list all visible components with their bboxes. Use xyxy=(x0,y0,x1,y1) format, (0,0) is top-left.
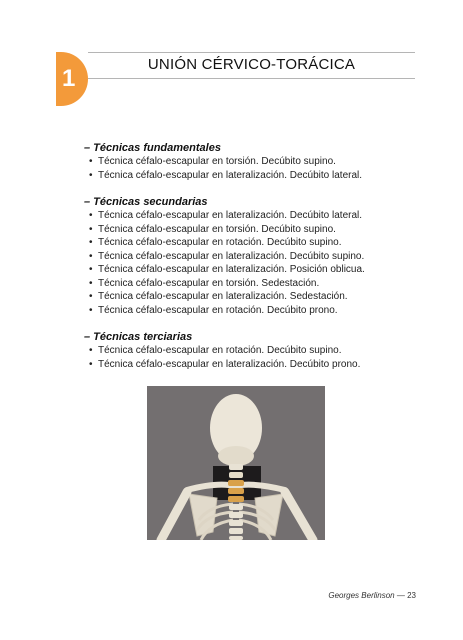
list-item-text: Técnica céfalo-escapular en rotación. Decúbito prono. xyxy=(98,304,338,316)
list-item-text: Técnica céfalo-escapular en rotación. Decúbito supino. xyxy=(98,345,342,356)
list-item-text: Técnica céfalo-escapular en torsión. Decúbito supino. xyxy=(98,156,336,167)
footer-separator: — xyxy=(394,591,408,600)
technique-section xyxy=(84,141,424,182)
footer-author: Georges Berlinson xyxy=(328,591,395,600)
technique-items xyxy=(84,209,424,317)
bullet-icon: • xyxy=(89,291,93,302)
list-item xyxy=(84,358,424,372)
list-item xyxy=(84,236,424,250)
list-item-text: Técnica céfalo-escapular en torsión. Sedestación. xyxy=(98,277,320,289)
bullet-icon: • xyxy=(89,210,93,221)
bullet-icon: • xyxy=(89,237,93,248)
list-item xyxy=(84,263,424,277)
skeleton-back-illustration xyxy=(147,386,325,540)
chapter-number: 1 xyxy=(62,65,76,92)
section-heading: – Técnicas terciarias xyxy=(84,331,193,343)
list-item-text: Técnica céfalo-escapular en torsión. Decúbito supino. xyxy=(98,223,336,235)
technique-items xyxy=(84,344,424,371)
list-item-text: Técnica céfalo-escapular en lateralización. Sedestación. xyxy=(98,291,348,302)
technique-list xyxy=(84,141,424,384)
bullet-icon: • xyxy=(89,264,93,275)
bullet-icon: • xyxy=(89,345,93,356)
list-item xyxy=(84,250,424,264)
list-item-text: Técnica céfalo-escapular en lateralización. Posición oblicua. xyxy=(98,264,365,275)
bullet-icon: • xyxy=(89,304,93,316)
list-item xyxy=(84,290,424,304)
list-item-text: Técnica céfalo-escapular en lateralización. Decúbito supino. xyxy=(98,250,365,262)
title-rule-top xyxy=(88,52,415,53)
list-item xyxy=(84,155,424,169)
list-item xyxy=(84,344,424,358)
page-footer xyxy=(328,591,416,600)
list-item xyxy=(84,304,424,318)
bullet-icon: • xyxy=(89,250,93,262)
bullet-icon: • xyxy=(89,169,93,181)
list-item xyxy=(84,209,424,223)
list-item xyxy=(84,169,424,183)
section-heading: – Técnicas fundamentales xyxy=(84,142,221,154)
bullet-icon: • xyxy=(89,223,93,235)
chapter-number-badge xyxy=(56,52,88,106)
bullet-icon: • xyxy=(89,156,93,167)
list-item-text: Técnica céfalo-escapular en rotación. Decúbito supino. xyxy=(98,237,342,248)
list-item xyxy=(84,277,424,291)
list-item xyxy=(84,223,424,237)
title-rule-bottom xyxy=(88,78,415,79)
technique-items xyxy=(84,155,424,182)
page-number: 23 xyxy=(407,591,416,600)
list-item-text: Técnica céfalo-escapular en lateralización. Decúbito lateral. xyxy=(98,210,363,221)
list-item-text: Técnica céfalo-escapular en lateralización. Decúbito lateral. xyxy=(98,169,363,181)
technique-section xyxy=(84,195,424,317)
chapter-title: UNIÓN CÉRVICO-TORÁCICA xyxy=(147,56,356,73)
technique-section xyxy=(84,330,424,371)
section-heading: – Técnicas secundarias xyxy=(84,196,208,208)
list-item-text: Técnica céfalo-escapular en lateralización. Decúbito prono. xyxy=(98,358,361,370)
bullet-icon: • xyxy=(89,358,93,370)
bullet-icon: • xyxy=(89,277,93,289)
